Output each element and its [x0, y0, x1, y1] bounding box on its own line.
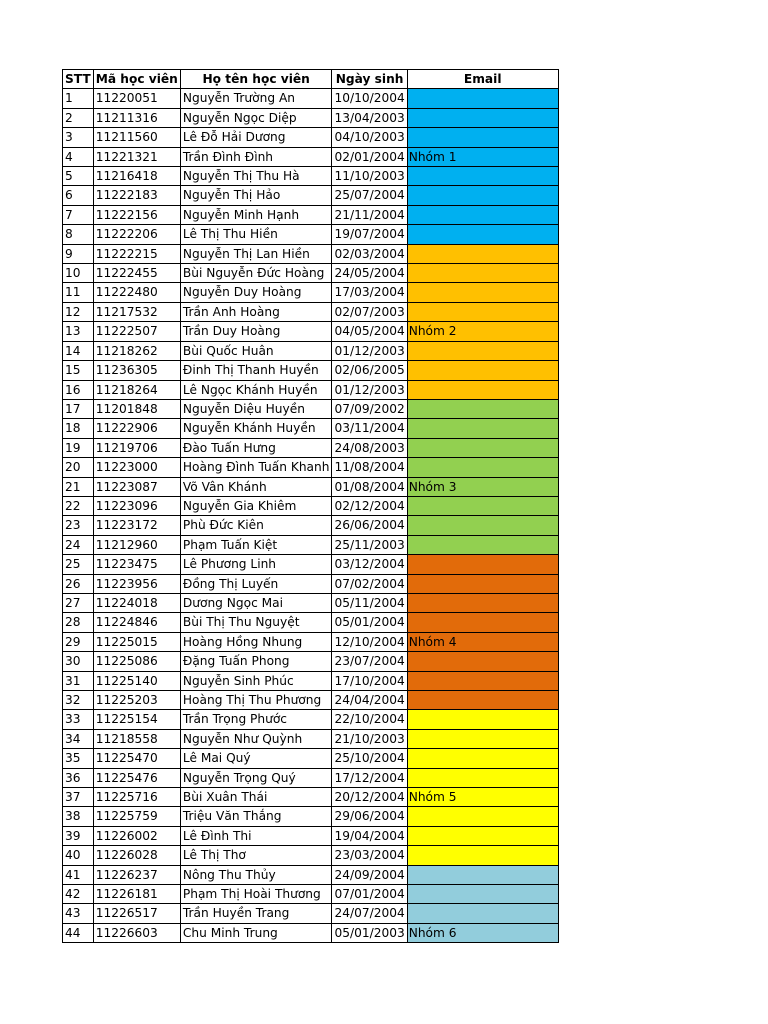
student-id-cell[interactable]: 11211560: [93, 128, 180, 147]
table-row: [63, 205, 559, 224]
birth-date-cell[interactable]: 01/12/2003: [332, 380, 407, 399]
birth-date-cell[interactable]: 23/03/2004: [332, 846, 407, 865]
birth-date-cell[interactable]: 13/04/2003: [332, 108, 407, 127]
email-cell[interactable]: [407, 904, 558, 923]
full-name-cell[interactable]: Nguyễn Ngọc Diệp: [180, 108, 332, 127]
table-row: [63, 613, 559, 632]
stt-cell[interactable]: 29: [63, 632, 94, 651]
birth-date-cell[interactable]: 12/10/2004: [332, 632, 407, 651]
birth-date-cell[interactable]: 02/06/2005: [332, 361, 407, 380]
stt-cell[interactable]: 18: [63, 419, 94, 438]
birth-date-cell[interactable]: 11/10/2003: [332, 167, 407, 186]
birth-date-cell[interactable]: 29/06/2004: [332, 807, 407, 826]
email-cell[interactable]: [407, 574, 558, 593]
full-name-cell[interactable]: Phạm Thị Hoài Thương: [180, 885, 332, 904]
full-name-cell[interactable]: Lê Phương Linh: [180, 555, 332, 574]
birth-date-cell[interactable]: 03/12/2004: [332, 555, 407, 574]
table-row: [63, 710, 559, 729]
stt-cell[interactable]: 20: [63, 458, 94, 477]
header-full-name[interactable]: Họ tên học viên: [180, 70, 332, 89]
stt-cell[interactable]: 27: [63, 593, 94, 612]
birth-date-cell[interactable]: 19/04/2004: [332, 826, 407, 845]
full-name-cell[interactable]: Nguyễn Trọng Quý: [180, 768, 332, 787]
email-cell[interactable]: [407, 826, 558, 845]
email-cell[interactable]: [407, 846, 558, 865]
stt-cell[interactable]: 34: [63, 729, 94, 748]
student-id-cell[interactable]: 11226603: [93, 923, 180, 942]
birth-date-cell[interactable]: 07/09/2002: [332, 399, 407, 418]
table-row: [63, 108, 559, 127]
birth-date-cell[interactable]: 21/11/2004: [332, 205, 407, 224]
email-cell[interactable]: [407, 167, 558, 186]
email-cell[interactable]: [407, 283, 558, 302]
birth-date-cell[interactable]: 07/02/2004: [332, 574, 407, 593]
email-cell[interactable]: [407, 652, 558, 671]
student-id-cell[interactable]: 11225203: [93, 691, 180, 710]
email-cell[interactable]: [407, 885, 558, 904]
birth-date-cell[interactable]: 05/11/2004: [332, 593, 407, 612]
birth-date-cell[interactable]: 04/10/2003: [332, 128, 407, 147]
stt-cell[interactable]: 15: [63, 361, 94, 380]
birth-date-cell[interactable]: 23/07/2004: [332, 652, 407, 671]
table-row: [63, 865, 559, 884]
stt-cell[interactable]: 17: [63, 399, 94, 418]
header-row: [63, 70, 559, 89]
student-id-cell[interactable]: 11222480: [93, 283, 180, 302]
table-row: [63, 904, 559, 923]
student-id-cell[interactable]: 11223172: [93, 516, 180, 535]
table-row: [63, 652, 559, 671]
birth-date-cell[interactable]: 24/05/2004: [332, 264, 407, 283]
stt-cell[interactable]: 16: [63, 380, 94, 399]
table-row: [63, 826, 559, 845]
stt-cell[interactable]: 40: [63, 846, 94, 865]
table-row: [63, 399, 559, 418]
header-birth-date[interactable]: Ngày sinh: [332, 70, 407, 89]
stt-cell[interactable]: 10: [63, 264, 94, 283]
email-cell[interactable]: [407, 807, 558, 826]
stt-cell[interactable]: 5: [63, 167, 94, 186]
student-id-cell[interactable]: 11225759: [93, 807, 180, 826]
full-name-cell[interactable]: Lê Thị Thu Hiền: [180, 225, 332, 244]
email-cell[interactable]: [407, 205, 558, 224]
email-cell[interactable]: [407, 225, 558, 244]
table-row: [63, 380, 559, 399]
email-cell[interactable]: [407, 458, 558, 477]
student-id-cell[interactable]: 11226002: [93, 826, 180, 845]
student-id-cell[interactable]: 11221321: [93, 147, 180, 166]
student-id-cell[interactable]: 11223000: [93, 458, 180, 477]
email-cell[interactable]: [407, 691, 558, 710]
stt-cell[interactable]: 26: [63, 574, 94, 593]
full-name-cell[interactable]: Hoàng Thị Thu Phương: [180, 691, 332, 710]
table-row: [63, 458, 559, 477]
full-name-cell[interactable]: Nguyễn Sinh Phúc: [180, 671, 332, 690]
full-name-cell[interactable]: Nông Thu Thủy: [180, 865, 332, 884]
student-id-cell[interactable]: 11216418: [93, 167, 180, 186]
student-id-cell[interactable]: 11218264: [93, 380, 180, 399]
table-row: [63, 768, 559, 787]
birth-date-cell[interactable]: 22/10/2004: [332, 710, 407, 729]
table-row: [63, 341, 559, 360]
student-id-cell[interactable]: 11220051: [93, 89, 180, 108]
table-header: [63, 70, 559, 89]
student-id-cell[interactable]: 11236305: [93, 361, 180, 380]
email-cell[interactable]: [407, 128, 558, 147]
stt-cell[interactable]: 9: [63, 244, 94, 263]
birth-date-cell[interactable]: 24/09/2004: [332, 865, 407, 884]
student-id-cell[interactable]: 11223087: [93, 477, 180, 496]
table-row: [63, 322, 559, 341]
stt-cell[interactable]: 13: [63, 322, 94, 341]
table-row: [63, 729, 559, 748]
email-cell[interactable]: [407, 613, 558, 632]
stt-cell[interactable]: 28: [63, 613, 94, 632]
stt-cell[interactable]: 38: [63, 807, 94, 826]
student-id-cell[interactable]: 11225015: [93, 632, 180, 651]
table-row: [63, 632, 559, 651]
student-id-cell[interactable]: 11212960: [93, 535, 180, 554]
email-cell[interactable]: [407, 244, 558, 263]
stt-cell[interactable]: 1: [63, 89, 94, 108]
email-cell[interactable]: [407, 593, 558, 612]
stt-cell[interactable]: 30: [63, 652, 94, 671]
birth-date-cell[interactable]: 17/12/2004: [332, 768, 407, 787]
table-row: [63, 186, 559, 205]
email-cell[interactable]: [407, 419, 558, 438]
full-name-cell[interactable]: Trần Đình Đình: [180, 147, 332, 166]
email-cell[interactable]: Nhóm 1: [407, 147, 558, 166]
table-row: [63, 361, 559, 380]
table-row: [63, 438, 559, 457]
student-id-cell[interactable]: 11223096: [93, 496, 180, 515]
email-cell[interactable]: [407, 380, 558, 399]
stt-cell[interactable]: 33: [63, 710, 94, 729]
birth-date-cell[interactable]: 02/12/2004: [332, 496, 407, 515]
table-row: [63, 885, 559, 904]
birth-date-cell[interactable]: 17/03/2004: [332, 283, 407, 302]
student-id-cell[interactable]: 11217532: [93, 302, 180, 321]
full-name-cell[interactable]: Phù Đức Kiên: [180, 516, 332, 535]
email-cell[interactable]: Nhóm 3: [407, 477, 558, 496]
full-name-cell[interactable]: Nguyễn Thị Hảo: [180, 186, 332, 205]
birth-date-cell[interactable]: 11/08/2004: [332, 458, 407, 477]
table-row: [63, 496, 559, 515]
full-name-cell[interactable]: Đồng Thị Luyến: [180, 574, 332, 593]
full-name-cell[interactable]: Nguyễn Gia Khiêm: [180, 496, 332, 515]
student-id-cell[interactable]: 11223475: [93, 555, 180, 574]
birth-date-cell[interactable]: 26/06/2004: [332, 516, 407, 535]
stt-cell[interactable]: 36: [63, 768, 94, 787]
birth-date-cell[interactable]: 20/12/2004: [332, 788, 407, 807]
student-id-cell[interactable]: 11226181: [93, 885, 180, 904]
header-email[interactable]: Email: [407, 70, 558, 89]
student-id-cell[interactable]: 11222183: [93, 186, 180, 205]
full-name-cell[interactable]: Dương Ngọc Mai: [180, 593, 332, 612]
email-cell[interactable]: [407, 438, 558, 457]
full-name-cell[interactable]: Nguyễn Thị Lan Hiền: [180, 244, 332, 263]
full-name-cell[interactable]: Trần Duy Hoàng: [180, 322, 332, 341]
full-name-cell[interactable]: Lê Ngọc Khánh Huyền: [180, 380, 332, 399]
email-cell[interactable]: [407, 710, 558, 729]
stt-cell[interactable]: 43: [63, 904, 94, 923]
student-id-cell[interactable]: 11222215: [93, 244, 180, 263]
student-id-cell[interactable]: 11222507: [93, 322, 180, 341]
student-id-cell[interactable]: 11224846: [93, 613, 180, 632]
birth-date-cell[interactable]: 10/10/2004: [332, 89, 407, 108]
table-row: [63, 691, 559, 710]
birth-date-cell[interactable]: 03/11/2004: [332, 419, 407, 438]
email-cell[interactable]: [407, 186, 558, 205]
student-id-cell[interactable]: 11222455: [93, 264, 180, 283]
stt-cell[interactable]: 24: [63, 535, 94, 554]
full-name-cell[interactable]: Nguyễn Thị Thu Hà: [180, 167, 332, 186]
full-name-cell[interactable]: Nguyễn Như Quỳnh: [180, 729, 332, 748]
stt-cell[interactable]: 42: [63, 885, 94, 904]
full-name-cell[interactable]: Bùi Thị Thu Nguyệt: [180, 613, 332, 632]
student-id-cell[interactable]: 11226237: [93, 865, 180, 884]
student-id-cell[interactable]: 11218558: [93, 729, 180, 748]
email-cell[interactable]: [407, 108, 558, 127]
stt-cell[interactable]: 35: [63, 749, 94, 768]
birth-date-cell[interactable]: 02/07/2003: [332, 302, 407, 321]
email-cell[interactable]: [407, 768, 558, 787]
table-row: [63, 516, 559, 535]
student-id-cell[interactable]: 11226517: [93, 904, 180, 923]
full-name-cell[interactable]: Lê Mai Quý: [180, 749, 332, 768]
birth-date-cell[interactable]: 24/08/2003: [332, 438, 407, 457]
stt-cell[interactable]: 44: [63, 923, 94, 942]
header-student-id[interactable]: Mã học viên: [93, 70, 180, 89]
full-name-cell[interactable]: Bùi Quốc Huân: [180, 341, 332, 360]
stt-cell[interactable]: 14: [63, 341, 94, 360]
full-name-cell[interactable]: Lê Đình Thi: [180, 826, 332, 845]
table-row: [63, 264, 559, 283]
table-row: [63, 244, 559, 263]
birth-date-cell[interactable]: 24/07/2004: [332, 904, 407, 923]
table-row: [63, 147, 559, 166]
table-row: [63, 477, 559, 496]
student-id-cell[interactable]: 11222156: [93, 205, 180, 224]
stt-cell[interactable]: 11: [63, 283, 94, 302]
email-cell[interactable]: [407, 555, 558, 574]
stt-cell[interactable]: 7: [63, 205, 94, 224]
full-name-cell[interactable]: Trần Trọng Phước: [180, 710, 332, 729]
full-name-cell[interactable]: Lê Đỗ Hải Dương: [180, 128, 332, 147]
full-name-cell[interactable]: Nguyễn Minh Hạnh: [180, 205, 332, 224]
birth-date-cell[interactable]: 07/01/2004: [332, 885, 407, 904]
email-cell[interactable]: Nhóm 5: [407, 788, 558, 807]
stt-cell[interactable]: 41: [63, 865, 94, 884]
birth-date-cell[interactable]: 25/07/2004: [332, 186, 407, 205]
birth-date-cell[interactable]: 17/10/2004: [332, 671, 407, 690]
student-id-cell[interactable]: 11219706: [93, 438, 180, 457]
stt-cell[interactable]: 3: [63, 128, 94, 147]
birth-date-cell[interactable]: 02/03/2004: [332, 244, 407, 263]
student-id-cell[interactable]: 11223956: [93, 574, 180, 593]
student-id-cell[interactable]: 11225716: [93, 788, 180, 807]
full-name-cell[interactable]: Trần Huyền Trang: [180, 904, 332, 923]
student-id-cell[interactable]: 11225140: [93, 671, 180, 690]
email-cell[interactable]: [407, 302, 558, 321]
email-cell[interactable]: [407, 865, 558, 884]
full-name-cell[interactable]: Đinh Thị Thanh Huyền: [180, 361, 332, 380]
email-cell[interactable]: Nhóm 2: [407, 322, 558, 341]
stt-cell[interactable]: 22: [63, 496, 94, 515]
student-id-cell[interactable]: 11225476: [93, 768, 180, 787]
table-row: [63, 593, 559, 612]
email-cell[interactable]: [407, 89, 558, 108]
stt-cell[interactable]: 4: [63, 147, 94, 166]
table-row: [63, 283, 559, 302]
table-row: [63, 788, 559, 807]
student-id-cell[interactable]: 11222906: [93, 419, 180, 438]
full-name-cell[interactable]: Nguyễn Trường An: [180, 89, 332, 108]
table-row: [63, 923, 559, 942]
student-id-cell[interactable]: 11224018: [93, 593, 180, 612]
full-name-cell[interactable]: Trần Anh Hoàng: [180, 302, 332, 321]
table-row: [63, 167, 559, 186]
stt-cell[interactable]: 8: [63, 225, 94, 244]
student-id-cell[interactable]: 11218262: [93, 341, 180, 360]
student-id-cell[interactable]: 11225086: [93, 652, 180, 671]
student-id-cell[interactable]: 11211316: [93, 108, 180, 127]
student-table: [62, 69, 559, 943]
stt-cell[interactable]: 37: [63, 788, 94, 807]
email-cell[interactable]: [407, 749, 558, 768]
email-cell[interactable]: Nhóm 4: [407, 632, 558, 651]
full-name-cell[interactable]: Hoàng Hồng Nhung: [180, 632, 332, 651]
birth-date-cell[interactable]: 25/11/2003: [332, 535, 407, 554]
full-name-cell[interactable]: Hoàng Đình Tuấn Khanh: [180, 458, 332, 477]
full-name-cell[interactable]: Đào Tuấn Hưng: [180, 438, 332, 457]
birth-date-cell[interactable]: 25/10/2004: [332, 749, 407, 768]
stt-cell[interactable]: 25: [63, 555, 94, 574]
full-name-cell[interactable]: Triệu Văn Thắng: [180, 807, 332, 826]
email-cell[interactable]: [407, 535, 558, 554]
table-row: [63, 302, 559, 321]
full-name-cell[interactable]: Lê Thị Thơ: [180, 846, 332, 865]
stt-cell[interactable]: 39: [63, 826, 94, 845]
stt-cell[interactable]: 32: [63, 691, 94, 710]
table-row: [63, 225, 559, 244]
table-row: [63, 807, 559, 826]
table-body: [63, 89, 559, 943]
email-cell[interactable]: [407, 399, 558, 418]
stt-cell[interactable]: 12: [63, 302, 94, 321]
birth-date-cell[interactable]: 05/01/2003: [332, 923, 407, 942]
full-name-cell[interactable]: Nguyễn Khánh Huyền: [180, 419, 332, 438]
birth-date-cell[interactable]: 19/07/2004: [332, 225, 407, 244]
email-cell[interactable]: [407, 516, 558, 535]
table-row: [63, 574, 559, 593]
email-cell[interactable]: [407, 264, 558, 283]
student-id-cell[interactable]: 11225154: [93, 710, 180, 729]
email-cell[interactable]: Nhóm 6: [407, 923, 558, 942]
full-name-cell[interactable]: Nguyễn Diệu Huyền: [180, 399, 332, 418]
full-name-cell[interactable]: Bùi Xuân Thái: [180, 788, 332, 807]
table-row: [63, 128, 559, 147]
birth-date-cell[interactable]: 24/04/2004: [332, 691, 407, 710]
student-id-cell[interactable]: 11226028: [93, 846, 180, 865]
student-id-cell[interactable]: 11225470: [93, 749, 180, 768]
stt-cell[interactable]: 23: [63, 516, 94, 535]
stt-cell[interactable]: 2: [63, 108, 94, 127]
stt-cell[interactable]: 6: [63, 186, 94, 205]
student-id-cell[interactable]: 11222206: [93, 225, 180, 244]
birth-date-cell[interactable]: 01/08/2004: [332, 477, 407, 496]
email-cell[interactable]: [407, 341, 558, 360]
stt-cell[interactable]: 19: [63, 438, 94, 457]
table-row: [63, 89, 559, 108]
full-name-cell[interactable]: Bùi Nguyễn Đức Hoàng: [180, 264, 332, 283]
full-name-cell[interactable]: Nguyễn Duy Hoàng: [180, 283, 332, 302]
email-cell[interactable]: [407, 361, 558, 380]
email-cell[interactable]: [407, 671, 558, 690]
student-id-cell[interactable]: 11201848: [93, 399, 180, 418]
stt-cell[interactable]: 21: [63, 477, 94, 496]
table-row: [63, 671, 559, 690]
table-row: [63, 749, 559, 768]
full-name-cell[interactable]: Võ Vân Khánh: [180, 477, 332, 496]
email-cell[interactable]: [407, 496, 558, 515]
table-row: [63, 535, 559, 554]
stt-cell[interactable]: 31: [63, 671, 94, 690]
full-name-cell[interactable]: Đặng Tuấn Phong: [180, 652, 332, 671]
birth-date-cell[interactable]: 01/12/2003: [332, 341, 407, 360]
birth-date-cell[interactable]: 02/01/2004: [332, 147, 407, 166]
table-row: [63, 846, 559, 865]
table-row: [63, 555, 559, 574]
birth-date-cell[interactable]: 05/01/2004: [332, 613, 407, 632]
email-cell[interactable]: [407, 729, 558, 748]
birth-date-cell[interactable]: 04/05/2004: [332, 322, 407, 341]
full-name-cell[interactable]: Phạm Tuấn Kiệt: [180, 535, 332, 554]
birth-date-cell[interactable]: 21/10/2003: [332, 729, 407, 748]
full-name-cell[interactable]: Chu Minh Trung: [180, 923, 332, 942]
header-stt[interactable]: STT: [63, 70, 94, 89]
table-row: [63, 419, 559, 438]
